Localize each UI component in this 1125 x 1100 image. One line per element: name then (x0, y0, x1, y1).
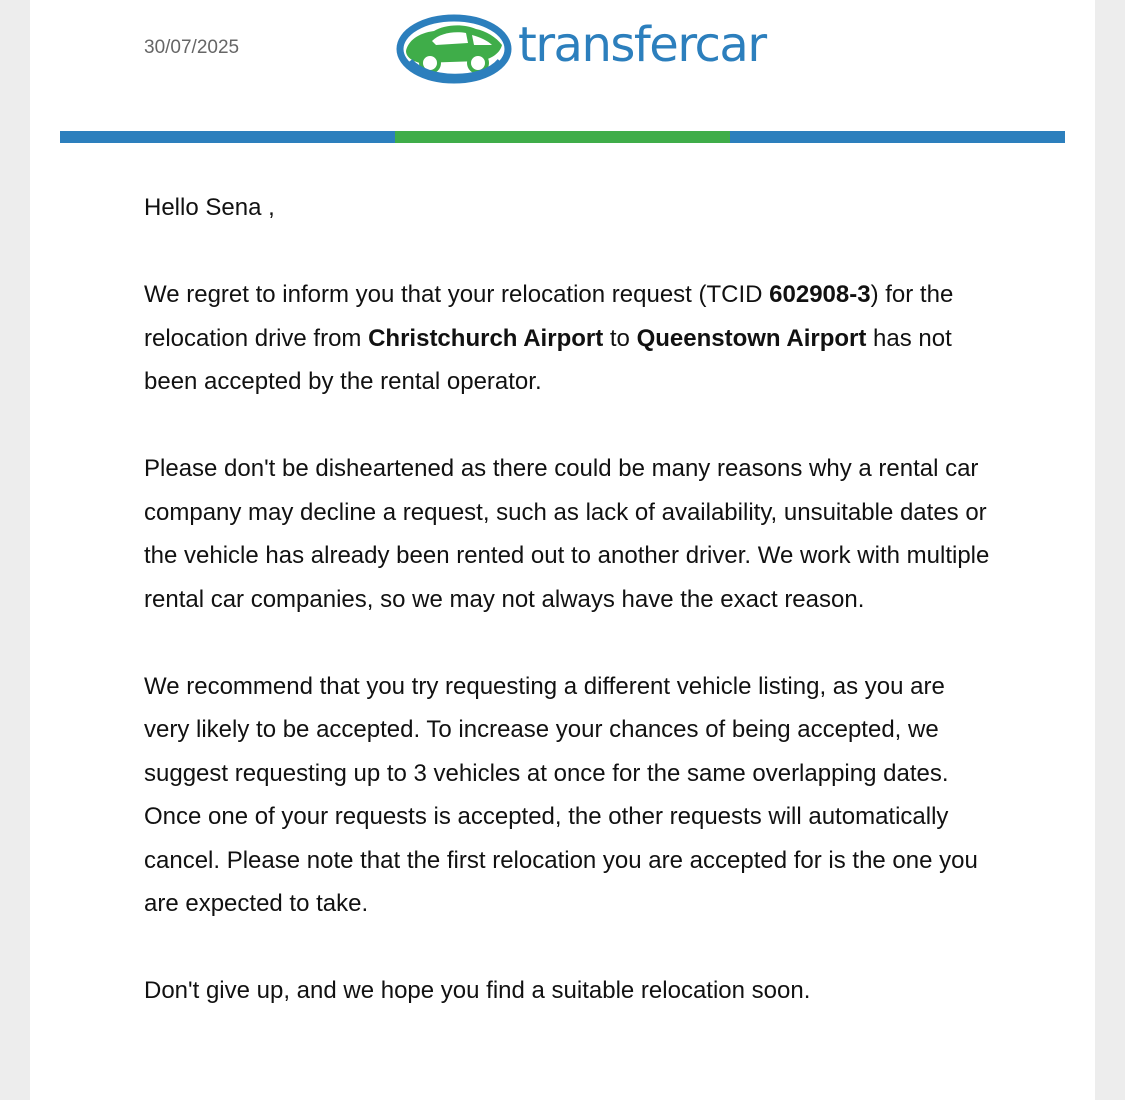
stripe-segment-blue-left (60, 131, 395, 143)
p1-text-1: We regret to inform you that your relocation request (TCID (144, 281, 770, 308)
tcid-value: 602908-3 (769, 281, 871, 308)
email-body (144, 186, 994, 1056)
origin-location: Christchurch Airport (368, 324, 604, 352)
stripe-segment-green (395, 131, 730, 143)
header-divider-stripe (60, 131, 1065, 143)
email-card (30, 0, 1095, 1100)
car-logo-icon (396, 11, 512, 85)
transfercar-logo[interactable] (396, 10, 766, 85)
logo-wordmark: transfercar (518, 16, 766, 73)
p1-text-2: ) for the relocation drive from (144, 281, 954, 352)
rejection-paragraph (144, 273, 994, 404)
recommendation-paragraph: We recommend that you try requesting a different vehicle listing, as you are very likely to be accepted. To increase your chances of being accepted, we suggest requesting up to 3 vehicles at once for the same overlapping dates. Once one of your requests is accepted, the other requests will automatically cancel. Please note that the first relocation you are accepted for is the one you are expected to take. (144, 672, 978, 917)
greeting: Hello Sena , (144, 194, 275, 221)
email-date: 30/07/2025 (144, 37, 240, 58)
closing-paragraph: Don't give up, and we hope you find a suitable relocation soon. (144, 977, 811, 1004)
p1-text-4: has not been accepted by the rental operator. (144, 324, 952, 395)
p1-text-3: to (603, 324, 637, 352)
destination-location: Queenstown Airport (636, 324, 867, 352)
reasons-paragraph: Please don't be disheartened as there could be many reasons why a rental car company may decline a request, such as lack of availability, unsuitable dates or the vehicle has already been rented out to another driver. We work with multiple rental car companies, so we may not always have the exact reason. (144, 455, 990, 613)
stripe-segment-blue-right (730, 131, 1065, 143)
